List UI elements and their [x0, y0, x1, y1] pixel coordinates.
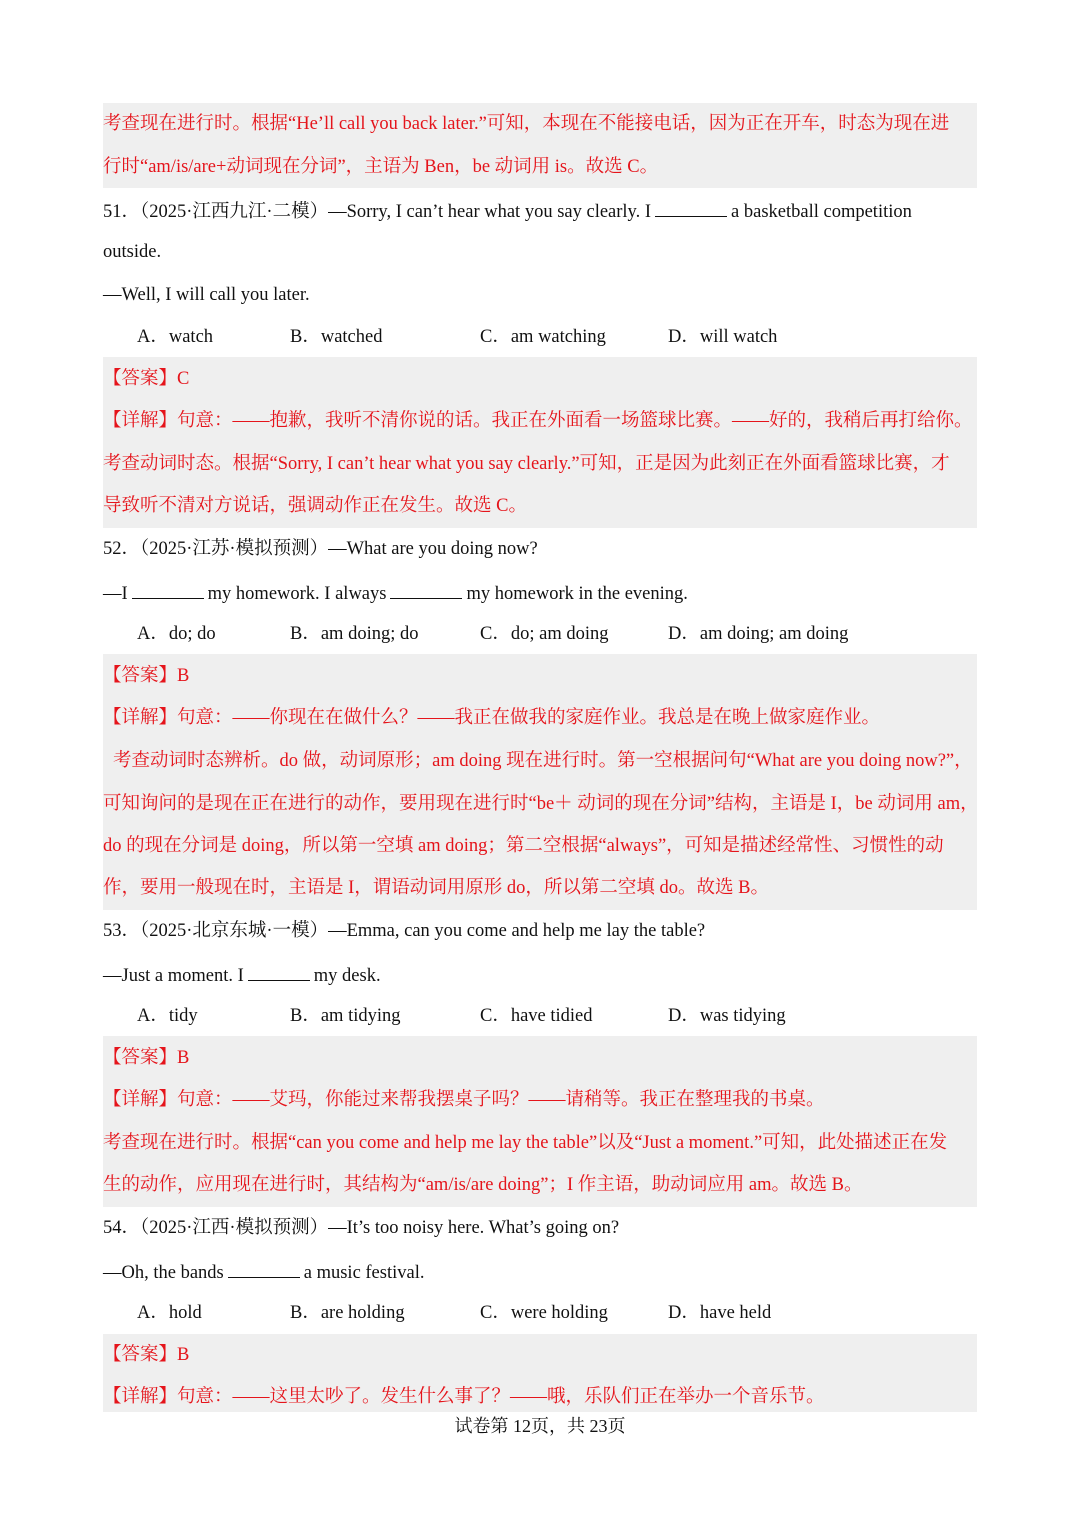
answer-label: 【答案】C [103, 369, 190, 389]
option-d: D．was tidying [668, 1006, 786, 1026]
explanation-line: 【详解】句意：——这里太吵了。发生什么事了？——哦，乐队们正在举办一个音乐节。 [103, 1387, 825, 1407]
option-d: D．am doing; am doing [668, 624, 849, 644]
question-53-stem: 53．（2025·北京东城·一模）—Emma, can you come and help me lay the table? [103, 921, 706, 941]
question-54-stem: 54．（2025·江西·模拟预测）—It’s too noisy here. What’s going on? [103, 1218, 620, 1238]
option-a: A．tidy [137, 1006, 198, 1026]
explanation-line: 考查现在进行时。根据“can you come and help me lay the table”以及“Just a moment.”可知，此处描述正在发 [103, 1133, 948, 1153]
explanation-line: 导致听不清对方说话，强调动作正在发生。故选 C。 [103, 496, 527, 516]
question-52-stem: 52．（2025·江苏·模拟预测）—What are you doing now? [103, 539, 538, 559]
answer-blank [655, 198, 727, 217]
answer-blank [390, 580, 462, 599]
option-d: D．have held [668, 1303, 772, 1323]
answer-label: 【答案】B [103, 1048, 190, 1068]
option-c: C．were holding [480, 1303, 608, 1323]
explanation-line: do 的现在分词是 doing，所以第一空填 am doing；第二空根据“always”，可知是描述经常性、习惯性的动 [103, 836, 944, 856]
explanation-line: 可知询问的是现在正在进行的动作，要用现在进行时“be＋ 动词的现在分词”结构，主语是 I，be 动词用 am， [103, 794, 979, 814]
option-a: A．do; do [137, 624, 216, 644]
option-b: B．am doing; do [290, 624, 419, 644]
question-51-reply: —Well, I will call you later. [103, 285, 310, 305]
explanation-line: 【详解】句意：——艾玛，你能过来帮我摆桌子吗？——请稍等。我正在整理我的书桌。 [103, 1090, 825, 1110]
answer-blank [228, 1259, 300, 1278]
question-51-stem: 51．（2025·江西九江·二模）—Sorry, I can’t hear what you say clearly. I a basketball competition [103, 198, 977, 224]
explanation-box-q52 [103, 654, 977, 910]
option-d: D．will watch [668, 327, 778, 347]
explanation-line: 【详解】句意：——你现在在做什么？——我正在做我的家庭作业。我总是在晚上做家庭作业。 [103, 708, 881, 728]
answer-blank [248, 962, 310, 981]
option-a: A．hold [137, 1303, 202, 1323]
answer-label: 【答案】B [103, 1345, 190, 1365]
explanation-line: 【详解】句意：——抱歉，我听不清你说的话。我正在外面看一场篮球比赛。——好的，我稍后再打给你。 [103, 411, 973, 431]
question-53-reply: —Just a moment. I my desk. [103, 962, 977, 988]
question-51-stem-cont: outside. [103, 242, 162, 262]
explanation-line: 考查动词时态。根据“Sorry, I can’t hear what you say clearly.”可知，正是因为此刻正在外面看篮球比赛，才 [103, 454, 950, 474]
option-b: B．watched [290, 327, 383, 347]
option-c: C．am watching [480, 327, 606, 347]
option-a: A．watch [137, 327, 214, 347]
explanation-line: 生的动作，应用现在进行时，其结构为“am/is/are doing”；I 作主语，助动词应用 am。故选 B。 [103, 1175, 863, 1195]
option-c: C．do; am doing [480, 624, 609, 644]
page-footer: 试卷第 12页，共 23页 [454, 1416, 626, 1436]
explanation-line: 考查现在进行时。根据“He’ll call you back later.”可知，本现在不能接电话，因为正在开车，时态为现在进 [103, 114, 950, 134]
option-b: B．am tidying [290, 1006, 401, 1026]
option-c: C．have tidied [480, 1006, 593, 1026]
explanation-line: 作，要用一般现在时，主语是 I，谓语动词用原形 do，所以第二空填 do。故选 B。 [103, 878, 770, 898]
explanation-line: 考查动词时态辨析。do 做，动词原形；am doing 现在进行时。第一空根据问句“What are you doing now?”， [113, 751, 973, 771]
answer-blank [132, 580, 204, 599]
option-b: B．are holding [290, 1303, 405, 1323]
explanation-line: 行时“am/is/are+动词现在分词”，主语为 Ben，be 动词用 is。故选 C。 [103, 157, 659, 177]
question-52-reply: —I my homework. I always my homework in the evening. [103, 580, 977, 606]
question-54-reply: —Oh, the bands a music festival. [103, 1259, 977, 1285]
answer-label: 【答案】B [103, 666, 190, 686]
